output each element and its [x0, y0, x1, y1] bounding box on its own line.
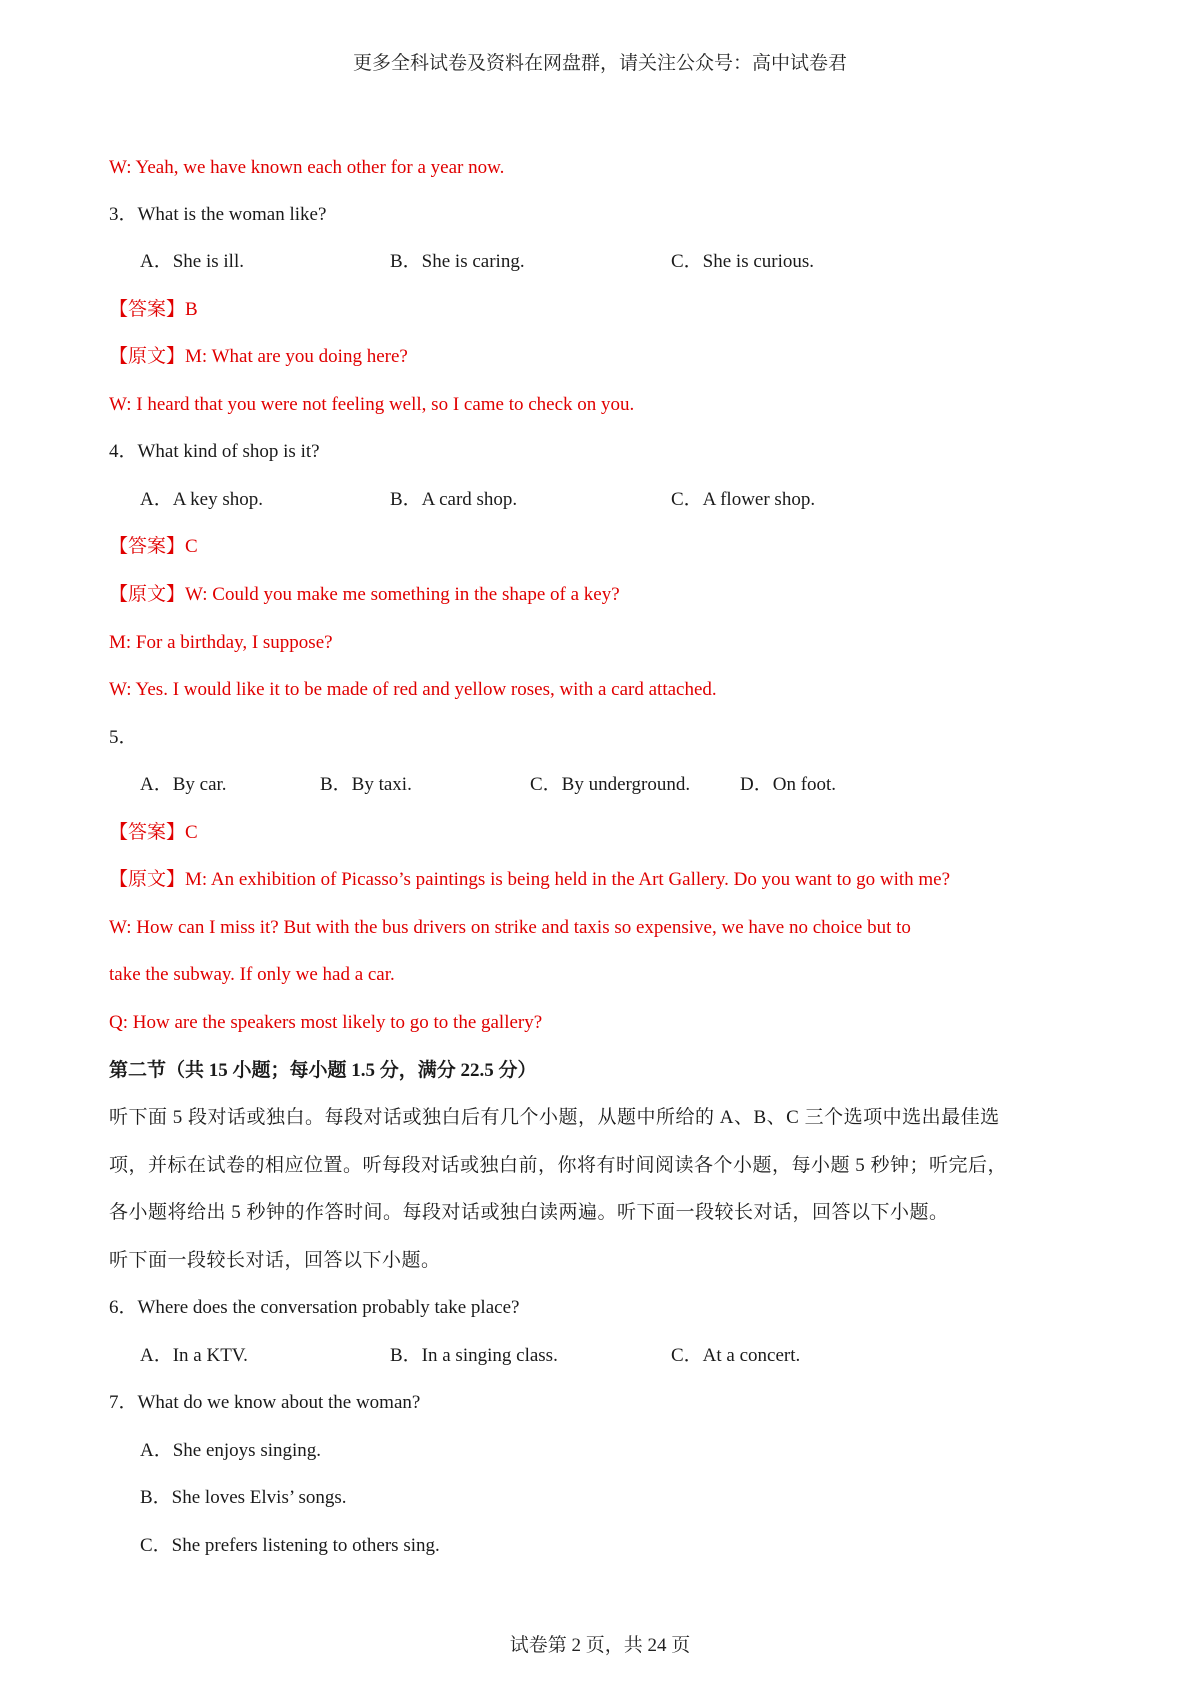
transcript-text: W: Could you make me something in the shape of a key?: [185, 584, 620, 605]
q4-transcript-2: M: For a birthday, I suppose?: [109, 632, 333, 653]
q7-option-b[interactable]: B．She loves Elvis’ songs.: [140, 1487, 347, 1508]
transcript-label: 【原文】: [109, 869, 186, 890]
q4-transcript-3: W: Yes. I would like it to be made of red and yellow roses, with a card attached.: [109, 679, 717, 700]
transcript-text: M: An exhibition of Picasso’s paintings is being held in the Art Gallery. Do you want to go with me?: [185, 869, 951, 890]
q5-question: 5．: [109, 727, 138, 748]
section2-title: 第二节（共 15 小题；每小题 1.5 分，满分 22.5 分）: [109, 1060, 537, 1081]
q5-transcript-3: take the subway. If only we had a car.: [109, 964, 395, 985]
section2-instruction-4: 听下面一段较长对话，回答以下小题。: [109, 1250, 441, 1271]
q4-option-c[interactable]: C．A flower shop.: [671, 489, 816, 510]
page-header: 更多全科试卷及资料在网盘群，请关注公众号：高中试卷君: [352, 53, 847, 74]
q7-option-c[interactable]: C．She prefers listening to others sing.: [140, 1535, 440, 1556]
q6-question: 6．Where does the conversation probably take place?: [109, 1297, 520, 1318]
q7-option-a[interactable]: A．She enjoys singing.: [140, 1440, 322, 1461]
q4-option-b[interactable]: B．A card shop.: [390, 489, 518, 510]
q6-option-b[interactable]: B．In a singing class.: [390, 1345, 558, 1366]
q3-option-c[interactable]: C．She is curious.: [671, 251, 815, 272]
section2-instruction-3: 各小题将给出 5 秒钟的作答时间。每段对话或独白读两遍。听下面一段较长对话，回答以下小题。: [109, 1202, 949, 1223]
q4-question: 4．What kind of shop is it?: [109, 441, 320, 462]
q2-transcript-tail: W: Yeah, we have known each other for a year now.: [109, 157, 505, 178]
section2-instruction-2: 项，并标在试卷的相应位置。听每段对话或独白前，你将有时间阅读各个小题，每小题 5 秒钟；听完后，: [109, 1155, 1008, 1176]
q5-option-c[interactable]: C．By underground.: [530, 774, 691, 795]
q5-transcript-1: [109, 868, 950, 892]
q6-option-c[interactable]: C．At a concert.: [671, 1345, 801, 1366]
transcript-text: M: What are you doing here?: [185, 346, 408, 367]
q4-answer: 【答案】C: [109, 536, 198, 557]
q7-question: 7．What do we know about the woman?: [109, 1392, 421, 1413]
q6-option-a[interactable]: A．In a KTV.: [140, 1345, 248, 1366]
q3-transcript-1: [109, 345, 408, 369]
q5-answer: 【答案】C: [109, 822, 198, 843]
q5-transcript-2: W: How can I miss it? But with the bus drivers on strike and taxis so expensive, we have no choice but to: [109, 917, 911, 938]
q4-transcript-1: [109, 583, 620, 607]
page-footer: 试卷第 2 页，共 24 页: [509, 1635, 691, 1656]
transcript-label: 【原文】: [109, 584, 186, 605]
q5-option-b[interactable]: B．By taxi.: [320, 774, 412, 795]
q3-answer: 【答案】B: [109, 299, 198, 320]
q3-transcript-2: W: I heard that you were not feeling well, so I came to check on you.: [109, 394, 635, 415]
q5-option-a[interactable]: A．By car.: [140, 774, 227, 795]
q5-transcript-4: Q: How are the speakers most likely to go to the gallery?: [109, 1012, 543, 1033]
section2-instruction-1: 听下面 5 段对话或独白。每段对话或独白后有几个小题，从题中所给的 A、B、C 三个选项中选出最佳选: [109, 1107, 1000, 1128]
q3-option-a[interactable]: A．She is ill.: [140, 251, 244, 272]
q4-option-a[interactable]: A．A key shop.: [140, 489, 263, 510]
q5-option-d[interactable]: D．On foot.: [740, 774, 837, 795]
q3-question: 3．What is the woman like?: [109, 204, 327, 225]
q3-option-b[interactable]: B．She is caring.: [390, 251, 525, 272]
transcript-label: 【原文】: [109, 346, 186, 367]
